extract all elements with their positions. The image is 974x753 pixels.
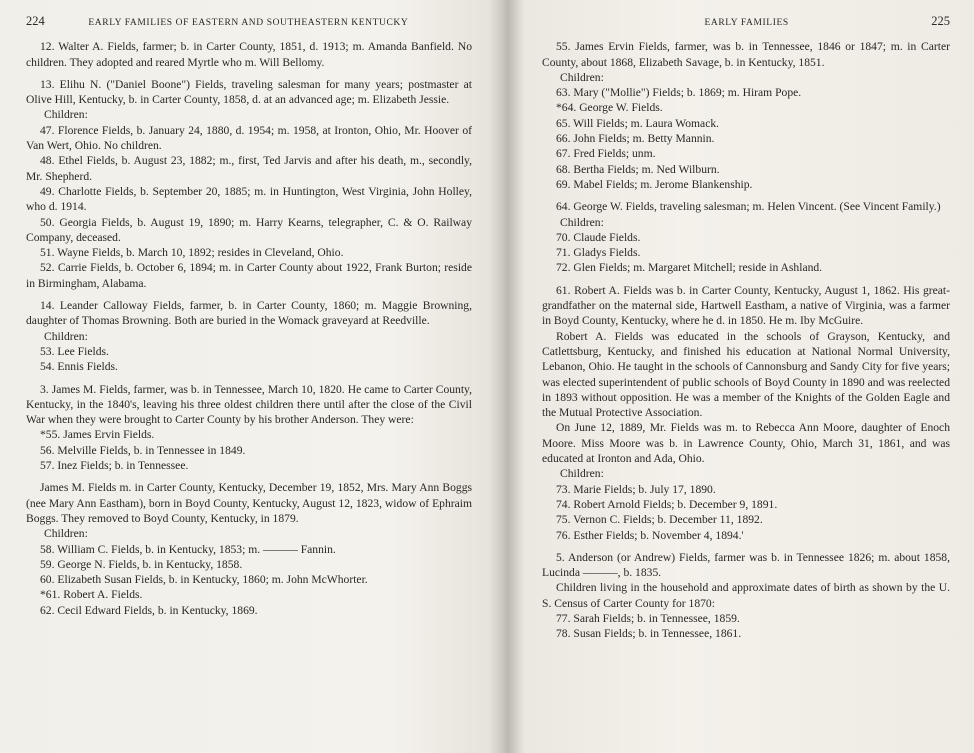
book-gutter xyxy=(488,0,524,753)
child-entry: 74. Robert Arnold Fields; b. December 9, 1891. xyxy=(556,497,778,511)
child-entry: 72. Glen Fields; m. Margaret Mitchell; reside in Ashland. xyxy=(556,261,823,275)
child-entry: 51. Wayne Fields, b. March 10, 1892; resides in Cleveland, Ohio. xyxy=(40,246,344,260)
child-entry: 71. Gladys Fields. xyxy=(556,246,641,260)
child-entry: 77. Sarah Fields; b. in Tennessee, 1859. xyxy=(556,611,740,625)
entry-text: 64. George W. Fields, traveling salesman; m. Helen Vincent. (See Vincent Family.) xyxy=(556,200,941,214)
child-entry: 67. Fred Fields; unm. xyxy=(556,147,656,161)
child-entry: 68. Bertha Fields; m. Ned Wilburn. xyxy=(556,162,720,176)
children-heading: Children: xyxy=(44,527,88,541)
entry-13 xyxy=(26,77,472,291)
left-page-body xyxy=(26,39,472,618)
page-number: 225 xyxy=(931,14,950,28)
entry-text: 12. Walter A. Fields, farmer; b. in Carter County, 1851, d. 1913; m. Amanda Banfield. No children. They adopted and reared Myrtle who m. Will Bellomy. xyxy=(26,40,472,69)
entry-text: 5. Anderson (or Andrew) Fields, farmer was b. in Tennessee 1826; m. about 1858, Lucinda ———, b. 1835. xyxy=(542,550,950,580)
child-entry: 69. Mabel Fields; m. Jerome Blankenship. xyxy=(556,177,753,191)
child-entry: *64. George W. Fields. xyxy=(556,101,663,115)
entry-12 xyxy=(26,39,472,70)
child-entry: 49. Charlotte Fields, b. September 20, 1885; m. in Huntington, West Virginia, John Holley, who d. 1914. xyxy=(26,184,472,214)
entry-3 xyxy=(26,382,472,474)
child-entry: *55. James Ervin Fields. xyxy=(40,428,155,442)
children-heading: Children: xyxy=(44,329,88,343)
entry-3-marriage xyxy=(26,480,472,618)
left-page xyxy=(26,14,472,618)
child-entry: 54. Ennis Fields. xyxy=(40,360,118,374)
page-number: 224 xyxy=(26,14,45,28)
entry-5 xyxy=(542,550,950,642)
child-entry: 57. Inez Fields; b. in Tennessee. xyxy=(40,459,189,473)
entry-14 xyxy=(26,298,472,374)
child-entry: 50. Georgia Fields, b. August 19, 1890; m. Harry Kearns, telegrapher, C. & O. Railway Company, deceased. xyxy=(26,215,472,244)
entry-55 xyxy=(542,39,950,192)
entry-text: 14. Leander Calloway Fields, farmer, b. in Carter County, 1860; m. Maggie Browning, daughter of Thomas Browning. Both are buried in the Womack graveyard at Reedville. xyxy=(26,299,472,328)
children-heading: Children: xyxy=(560,70,604,84)
child-entry: 78. Susan Fields; b. in Tennessee, 1861. xyxy=(556,627,742,641)
child-entry: 53. Lee Fields. xyxy=(40,344,109,358)
entry-text: 55. James Ervin Fields, farmer, was b. in Tennessee, 1846 or 1847; m. in Carter County, about 1868, Elizabeth Savage, b. in Kentucky, 1851. xyxy=(542,40,950,69)
left-page-header xyxy=(26,14,472,31)
entry-text: James M. Fields m. in Carter County, Kentucky, December 19, 1852, Mrs. Mary Ann Boggs (nee Mary Ann Eastham), born in Boyd County, Kentucky, August 12, 1823, widow of Ephraim Boggs. They removed to Boyd County, Kentucky, in 1879. xyxy=(26,481,472,525)
child-entry: 60. Elizabeth Susan Fields, b. in Kentucky, 1860; m. John McWhorter. xyxy=(40,573,368,587)
entry-61 xyxy=(542,283,950,543)
child-entry: 52. Carrie Fields, b. October 6, 1894; m. in Carter County about 1922, Frank Burton; reside in Birmingham, Alabama. xyxy=(26,261,472,290)
entry-text: 13. Elihu N. ("Daniel Boone") Fields, traveling salesman for many years; postmaster at Olive Hill, Kentucky, b. in Carter County, 1858, d. at an advanced age; m. Elizabeth Jessie. xyxy=(26,77,472,107)
child-entry: 75. Vernon C. Fields; b. December 11, 1892. xyxy=(556,513,763,527)
child-entry: *61. Robert A. Fields. xyxy=(40,588,143,602)
children-heading: Children: xyxy=(44,108,88,122)
child-entry: 62. Cecil Edward Fields, b. in Kentucky, 1869. xyxy=(40,603,258,617)
child-entry: 48. Ethel Fields, b. August 23, 1882; m., first, Ted Jarvis and after his death, m., secondly, Mr. Shepherd. xyxy=(26,154,472,183)
running-head: EARLY FAMILIES xyxy=(704,18,789,28)
entry-text: 3. James M. Fields, farmer, was b. in Tennessee, March 10, 1820. He came to Carter County, Kentucky, in the 1840's, leaving his three oldest children there until after the close of the Civil War when they were brought to Carter County by his brother Anderson. They were: xyxy=(26,382,472,427)
right-page-header xyxy=(542,14,950,31)
child-entry: 59. George N. Fields, b. in Kentucky, 1858. xyxy=(40,557,243,571)
entry-text: Children living in the household and approximate dates of birth as shown by the U. S. Census of Carter County for 1870: xyxy=(542,581,950,610)
entry-64 xyxy=(542,199,950,275)
children-heading: Children: xyxy=(560,215,604,229)
child-entry: 65. Will Fields; m. Laura Womack. xyxy=(556,116,720,130)
entry-text: Robert A. Fields was educated in the schools of Grayson, Kentucky, and Catlettsburg, Kentucky, and finished his education at National Normal University, Lebanon, Ohio. He taught in the schools of Cannonsburg and Sandy City for five years; was elected superintendent of public schools of Boyd County in 1890 and was reelected in 1893 without opposition. He was a member of the Knights of the Golden Eagle and the Mutual Protective Association. xyxy=(542,329,950,420)
running-head: EARLY FAMILIES OF EASTERN AND SOUTHEASTERN KENTUCKY xyxy=(88,18,409,28)
child-entry: 73. Marie Fields; b. July 17, 1890. xyxy=(556,482,716,496)
entry-text: 61. Robert A. Fields was b. in Carter County, Kentucky, August 1, 1862. His great-grandfather on the maternal side, Hartwell Eastham, a native of Virginia, was a farmer in Boyd County, Kentucky, where he d. in 1850. He m. Iby McGuire. xyxy=(542,283,950,328)
child-entry: 76. Esther Fields; b. November 4, 1894.' xyxy=(556,528,744,542)
child-entry: 47. Florence Fields, b. January 24, 1880, d. 1954; m. 1958, at Ironton, Ohio, Mr. Hoover of Van Wert, Ohio. No children. xyxy=(26,123,472,153)
child-entry: 70. Claude Fields. xyxy=(556,230,641,244)
child-entry: 66. John Fields; m. Betty Mannin. xyxy=(556,132,715,146)
entry-text: On June 12, 1889, Mr. Fields was m. to Rebecca Ann Moore, daughter of Enoch Moore. Miss Moore was b. in Lawrence County, Ohio, March 31, 1861, and was educated at Ironton and Ada, Ohio. xyxy=(542,421,950,466)
child-entry: 58. William C. Fields, b. in Kentucky, 1853; m. ——— Fannin. xyxy=(40,542,336,556)
children-heading: Children: xyxy=(560,467,604,481)
right-page xyxy=(542,14,950,642)
right-page-body xyxy=(542,39,950,641)
child-entry: 63. Mary ("Mollie") Fields; b. 1869; m. Hiram Pope. xyxy=(556,86,802,100)
child-entry: 56. Melville Fields, b. in Tennessee in 1849. xyxy=(40,443,246,457)
